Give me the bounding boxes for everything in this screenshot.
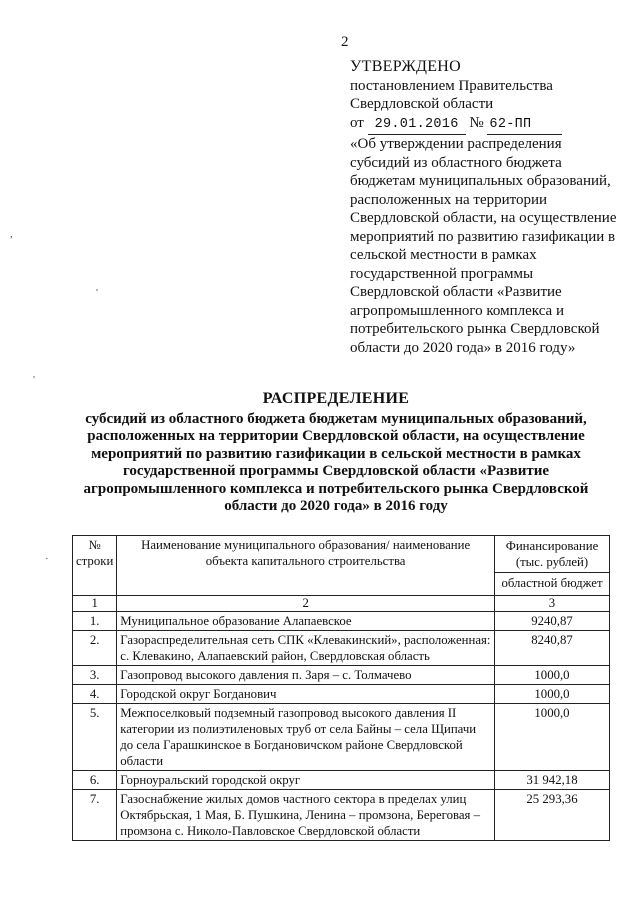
row-amount: 8240,87 bbox=[495, 631, 610, 666]
scan-mark: , bbox=[10, 228, 13, 240]
row-name: Муниципальное образование Алапаевское bbox=[117, 612, 495, 631]
approval-heading: УТВЕРЖДЕНО bbox=[350, 58, 462, 75]
table-row bbox=[73, 704, 610, 771]
row-name: Межпоселковый подземный газопровод высокого давления II категории из полиэтиленовых труб от села Байны – села Щипачи до села Гарашкинское в Богдановичском районе Свердловской области bbox=[117, 704, 495, 771]
row-amount: 9240,87 bbox=[495, 612, 610, 631]
row-name: Газоснабжение жилых домов частного сектора в пределах улиц Октябрьская, 1 Мая, Б. Пушкина, Ленина – промзона, Береговая – промзона с. Николо-Павловское Свердловской области bbox=[117, 790, 495, 841]
row-name: Городской округ Богданович bbox=[117, 685, 495, 704]
table-row bbox=[73, 685, 610, 704]
header-budget-label: областной бюджет bbox=[501, 576, 603, 590]
title-heading: РАСПРЕДЕЛЕНИЕ bbox=[262, 390, 410, 407]
table-index-row bbox=[73, 596, 610, 612]
row-name: Газораспределительная сеть СПК «Клевакинский», расположенная: с. Клевакино, Алапаевский район, Свердловская область bbox=[117, 631, 495, 666]
approval-number: 62-ПП bbox=[487, 116, 562, 136]
header-name: Наименование муниципального образования/ наименование объекта капитального строительства bbox=[117, 536, 495, 596]
approval-block bbox=[350, 58, 618, 357]
index-cell: 2 bbox=[117, 596, 495, 612]
index-cell: 1 bbox=[73, 596, 117, 612]
row-amount: 1000,0 bbox=[495, 704, 610, 771]
approval-description: «Об утверждении распределения субсидий из областного бюджета бюджетам муниципальных образований, расположенных на территории Свердловской области, на осуществление мероприятий по развитию газификации в сельской местности в рамках государственной программы Свердловской области «Развитие агропромышленного комплекса и потребительского рынка Свердловской области до 2020 года» в 2016 году» bbox=[350, 136, 617, 356]
header-num: № строки bbox=[73, 536, 117, 596]
approval-line-2: Свердловской области bbox=[350, 96, 494, 112]
row-num: 7. bbox=[73, 790, 117, 841]
scan-mark: ' bbox=[33, 374, 35, 386]
row-amount: 31 942,18 bbox=[495, 771, 610, 790]
row-num: 5. bbox=[73, 704, 117, 771]
row-name: Газопровод высокого давления п. Заря – с. Толмачево bbox=[117, 666, 495, 685]
table-header-row bbox=[73, 536, 610, 596]
table-row bbox=[73, 790, 610, 841]
header-funding bbox=[495, 536, 610, 596]
approval-date-line bbox=[350, 114, 618, 136]
table-row bbox=[73, 771, 610, 790]
table-row bbox=[73, 666, 610, 685]
scan-mark: · bbox=[45, 553, 49, 565]
table-row bbox=[73, 612, 610, 631]
row-num: 3. bbox=[73, 666, 117, 685]
header-funding-label: Финансирование (тыс. рублей) bbox=[495, 536, 609, 573]
distribution-table bbox=[72, 535, 610, 841]
number-prefix: № bbox=[469, 114, 484, 131]
approval-line-1: постановлением Правительства bbox=[350, 77, 553, 94]
approval-date: 29.01.2016 bbox=[368, 116, 466, 136]
row-num: 6. bbox=[73, 771, 117, 790]
index-cell: 3 bbox=[495, 596, 610, 612]
page-number: 2 bbox=[341, 34, 349, 50]
row-name: Горноуральский городской округ bbox=[117, 771, 495, 790]
row-num: 4. bbox=[73, 685, 117, 704]
document-title bbox=[62, 390, 610, 516]
title-subtitle: субсидий из областного бюджета бюджетам муниципальных образований, расположенных на территории Свердловской области, на осуществление мероприятий по развитию газификации в сельской местности в рамках государственной программы Свердловской области «Развитие агропромышленного комплекса и потребительского рынка Свердловской области до 2020 года» в 2016 году bbox=[83, 410, 589, 514]
row-amount: 1000,0 bbox=[495, 666, 610, 685]
row-num: 1. bbox=[73, 612, 117, 631]
row-amount: 1000,0 bbox=[495, 685, 610, 704]
row-amount: 25 293,36 bbox=[495, 790, 610, 841]
date-prefix: от bbox=[350, 114, 364, 131]
scan-mark: ' bbox=[96, 287, 98, 299]
table-row bbox=[73, 631, 610, 666]
row-num: 2. bbox=[73, 631, 117, 666]
